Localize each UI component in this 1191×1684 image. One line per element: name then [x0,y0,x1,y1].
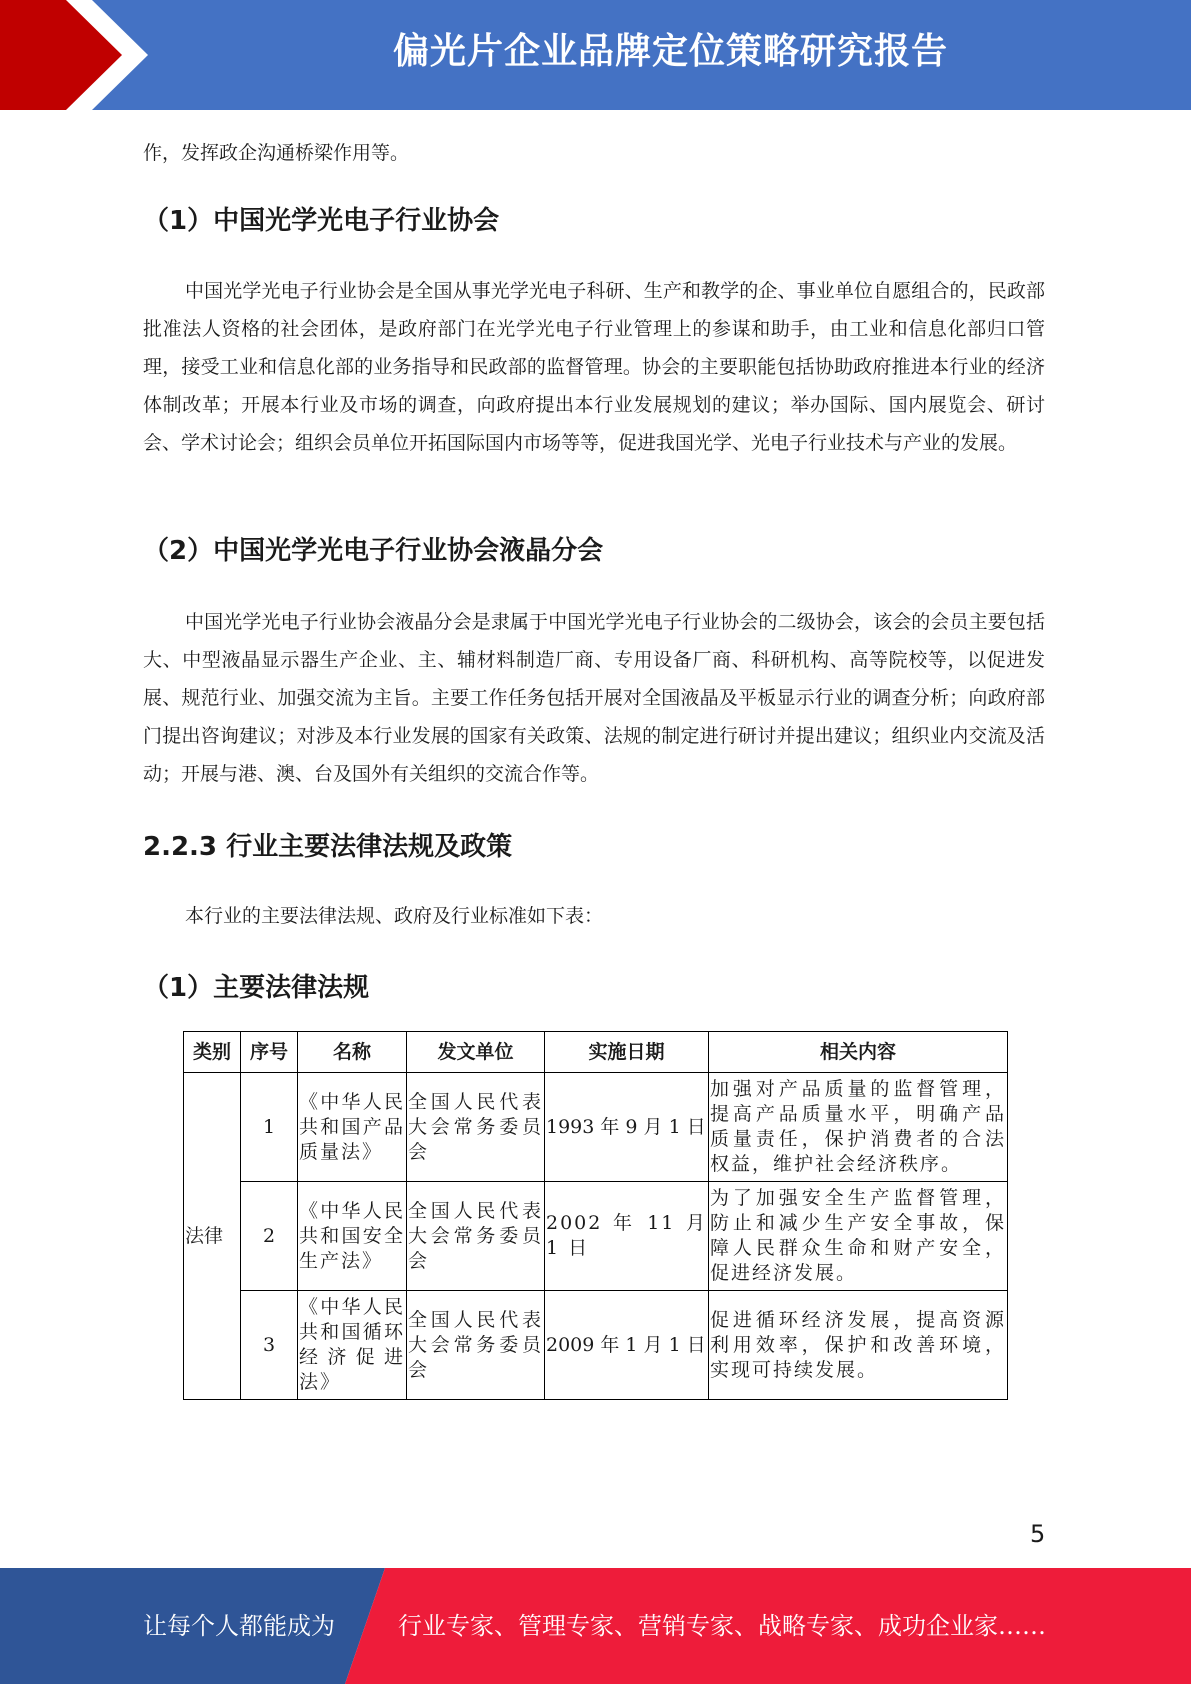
section-body-3: 本行业的主要法律法规、政府及行业标准如下表： [185,905,604,927]
name-cell: 《中华人民共和国安全生产法》 [298,1182,407,1291]
name-cell: 《中华人民共和国产品质量法》 [298,1073,407,1182]
laws-table [183,1031,1008,1400]
table-header-row [184,1032,1008,1073]
section-body-1: 中国光学光电子行业协会是全国从事光学光电子科研、生产和教学的企、事业单位自愿组合的，民政部批准法人资格的社会团体，是政府部门在光学光电子行业管理上的参谋和助手，由工业和信息化部归口管理，接受工业和信息化部的业务指导和民政部的监督管理。协会的主要职能包括协助政府推进本行业的经济体制改革；开展本行业及市场的调查，向政府提出本行业发展规划的建议；举办国际、国内展览会、研讨会、学术讨论会；组织会员单位开拓国际国内市场等等，促进我国光学、光电子行业技术与产业的发展。 [143,280,1045,454]
footer-slogan-right: 行业专家、管理专家、营销专家、战略专家、成功企业家…… [398,1612,1046,1640]
footer-slogan-left: 让每个人都能成为 [143,1612,335,1640]
date-cell: 2002 年 11 月 1 日 [545,1182,709,1291]
header-name: 名称 [298,1032,407,1073]
table-row [184,1073,1008,1182]
header-issuer: 发文单位 [407,1032,545,1073]
chevron-decoration-icon [0,0,160,110]
date-cell: 2009 年 1 月 1 日 [545,1291,709,1400]
name-cell: 《中华人民共和国循环经济促进法》 [298,1291,407,1400]
content-cell: 促进循环经济发展，提高资源 利用效率，保护和改善环境， 实现可持续发展。 [709,1291,1008,1400]
subsection-heading: （1）主要法律法规 [143,973,370,1003]
content-cell: 为了加强安全生产监督管理， 防止和减少生产安全事故，保 障人民群众生命和财产安全， 促进经济发展。 [709,1182,1008,1291]
category-cell: 法律 [184,1073,241,1400]
table-row [184,1291,1008,1400]
number-cell: 1 [241,1073,298,1182]
issuer-cell: 全国人民代表大会常务委员会 [407,1182,545,1291]
header-number: 序号 [241,1032,298,1073]
header-category: 类别 [184,1032,241,1073]
content-cell: 加强对产品质量的监督管理， 提高产品质量水平，明确产品 质量责任，保护消费者的合法 权益，维护社会经济秩序。 [709,1073,1008,1182]
issuer-cell: 全国人民代表大会常务委员会 [407,1291,545,1400]
header-content: 相关内容 [709,1032,1008,1073]
intro-line: 作，发挥政企沟通桥梁作用等。 [143,142,410,164]
report-title: 偏光片企业品牌定位策略研究报告 [392,31,948,72]
page-header [0,0,1191,110]
section-heading-1: （1）中国光学光电子行业协会 [143,206,500,236]
section-heading-3: 2.2.3 行业主要法律法规及政策 [143,832,513,862]
issuer-cell: 全国人民代表大会常务委员会 [407,1073,545,1182]
date-cell: 1993 年 9 月 1 日 [545,1073,709,1182]
table-row [184,1182,1008,1291]
section-heading-2: （2）中国光学光电子行业协会液晶分会 [143,536,604,566]
section-body-2: 中国光学光电子行业协会液晶分会是隶属于中国光学光电子行业协会的二级协会，该会的会员主要包括大、中型液晶显示器生产企业、主、辅材料制造厂商、专用设备厂商、科研机构、高等院校等，以促进发展、规范行业、加强交流为主旨。主要工作任务包括开展对全国液晶及平板显示行业的调查分析；向政府部门提出咨询建议；对涉及本行业发展的国家有关政策、法规的制定进行研讨并提出建议；组织业内交流及活动；开展与港、澳、台及国外有关组织的交流合作等。 [143,611,1045,785]
number-cell: 3 [241,1291,298,1400]
page-number: 5 [1030,1520,1046,1548]
page-footer [0,1568,1191,1684]
header-date: 实施日期 [545,1032,709,1073]
number-cell: 2 [241,1182,298,1291]
